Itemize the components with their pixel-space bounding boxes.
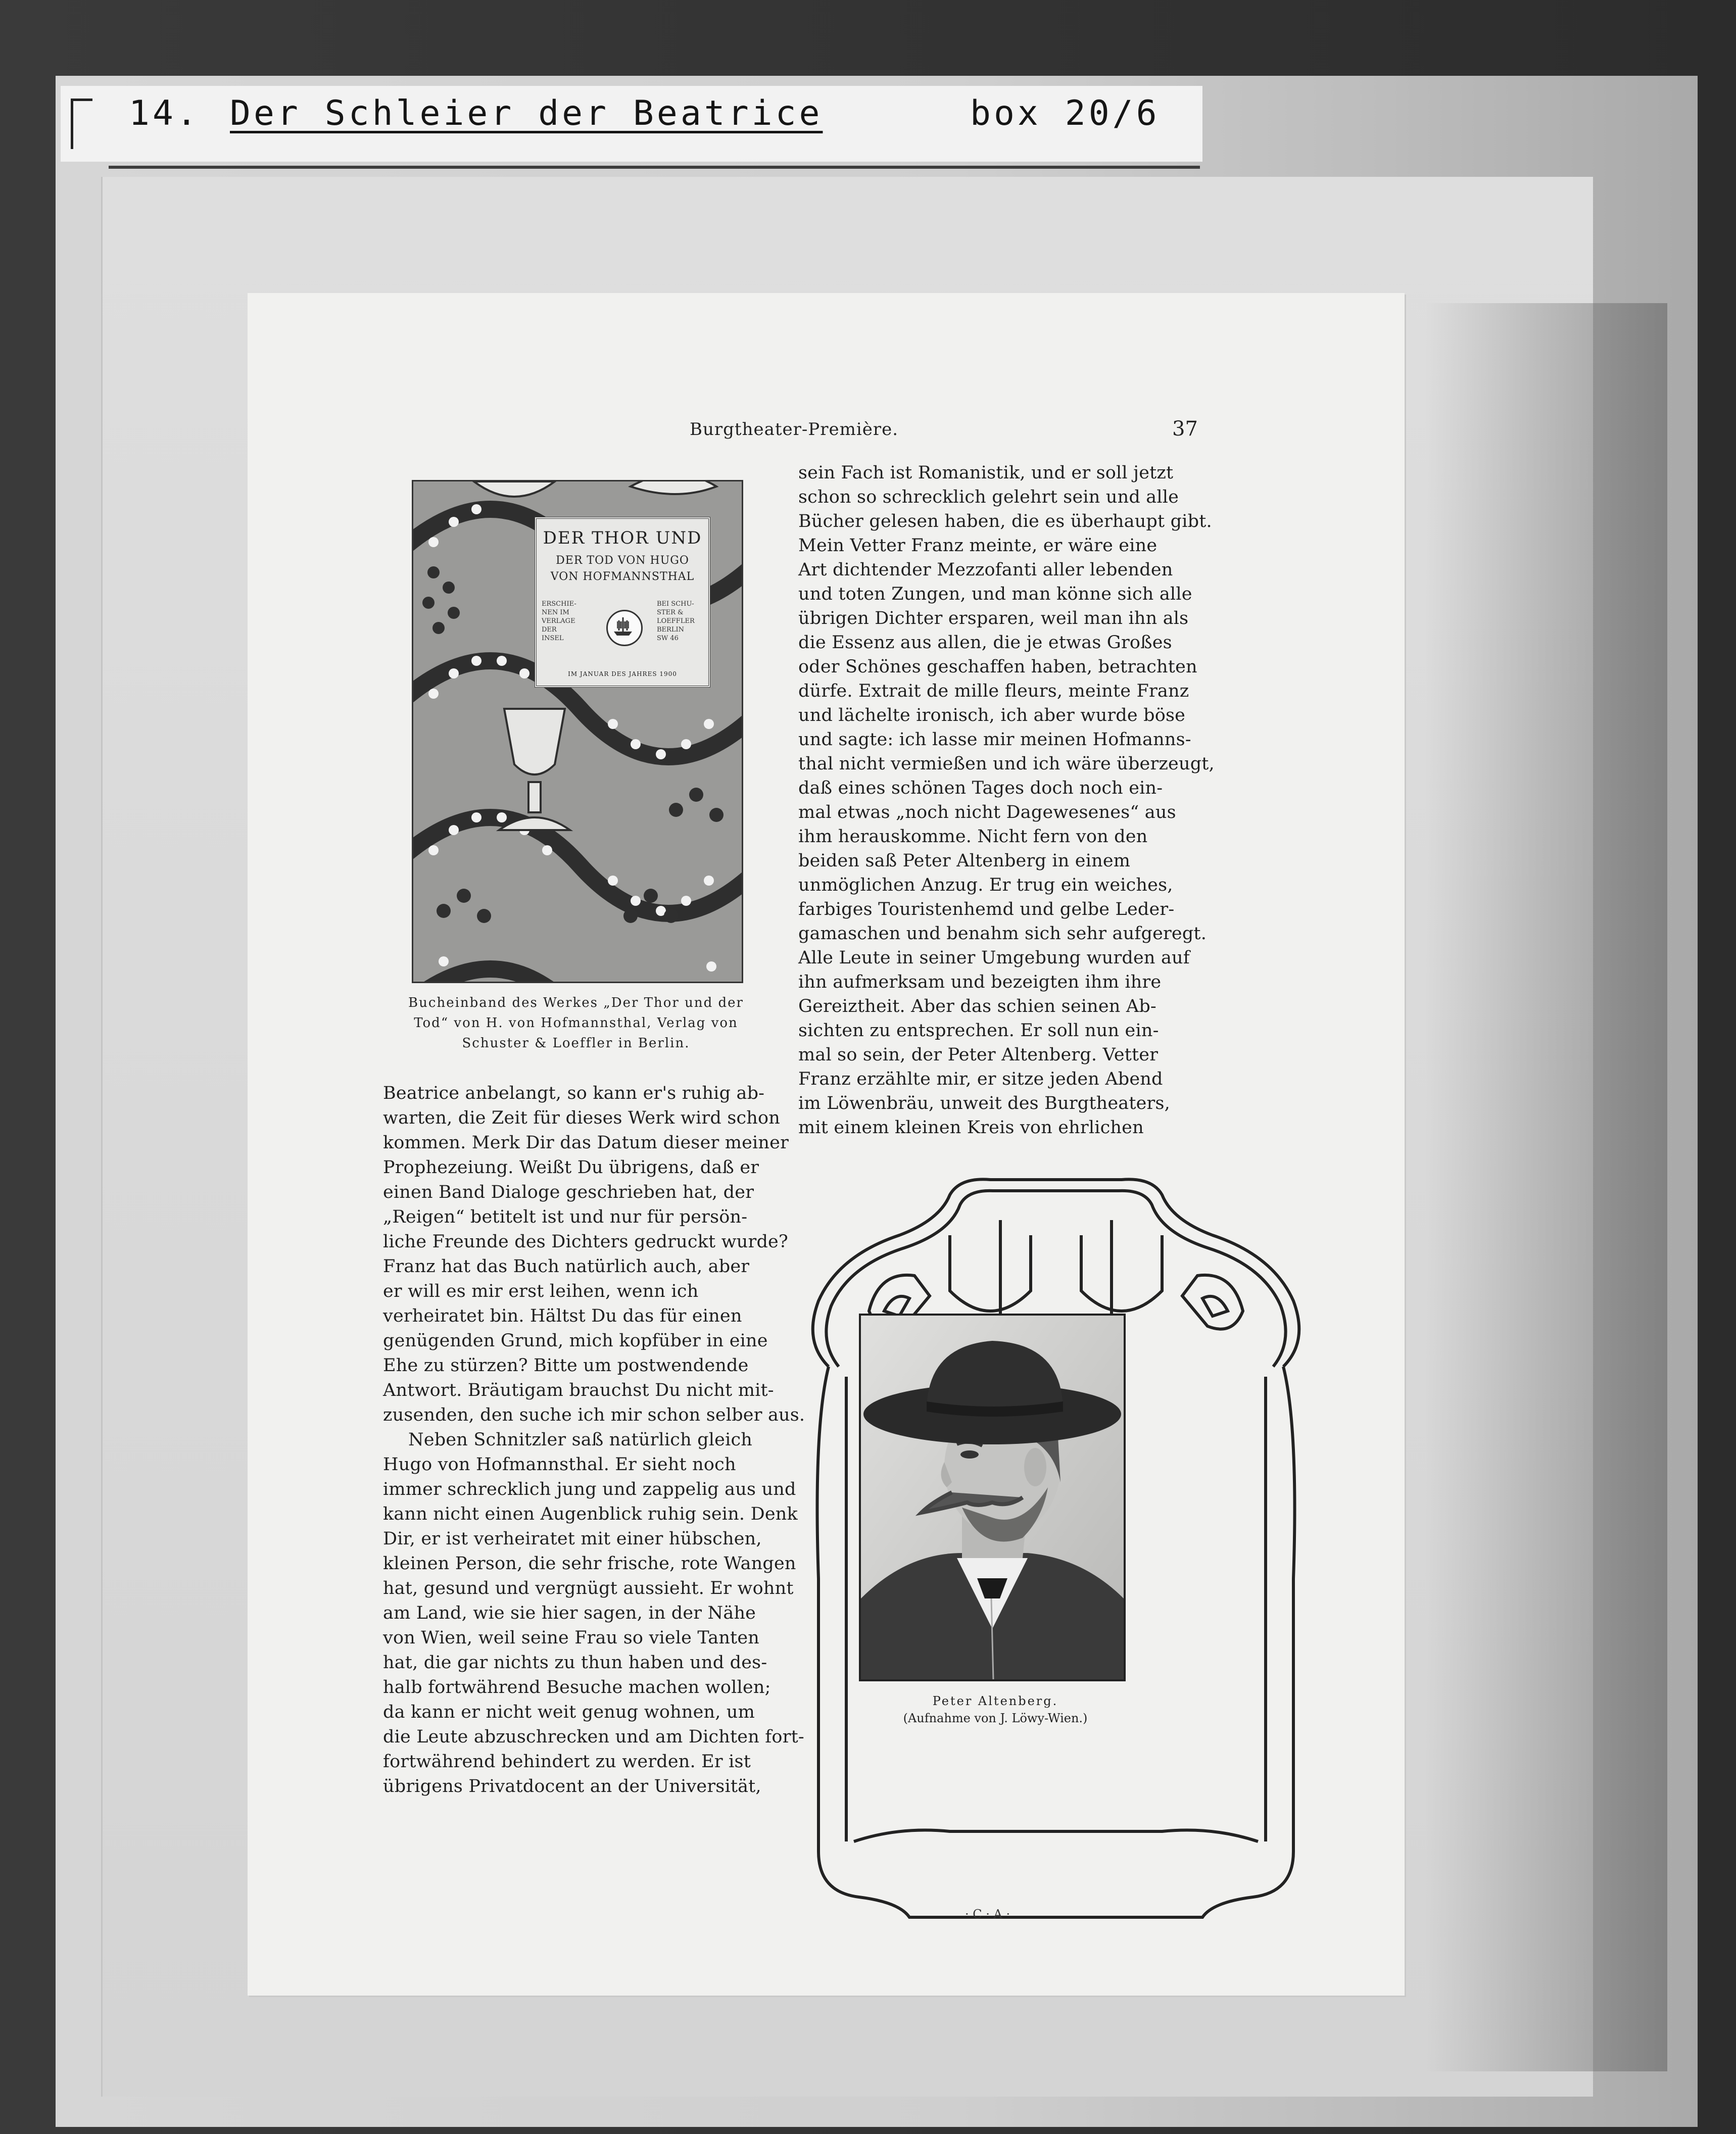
text-line: hat, gesund und vergnügt aussieht. Er wohnt xyxy=(383,1578,794,1598)
text-line: Franz erzählte mir, er sitze jeden Abend xyxy=(798,1069,1163,1089)
ship-emblem-icon xyxy=(606,610,643,646)
page-number: 37 xyxy=(1172,417,1198,441)
text-line: einen Band Dialoge geschrieben hat, der xyxy=(383,1182,754,1202)
cover-publisher-left: ERSCHIE- NEN IM VERLAGE DER INSEL xyxy=(542,600,576,642)
text-line: und toten Zungen, und man könne sich alle xyxy=(798,584,1192,604)
cover-title-line-2: DER TOD VON HUGO xyxy=(556,554,689,567)
text-line: thal nicht vermießen und ich wäre überzeugt, xyxy=(798,754,1215,774)
text-line: zusenden, den suche ich mir schon selber aus. xyxy=(383,1405,805,1425)
text-line: mal etwas „noch nicht Dagewesenes“ aus xyxy=(798,802,1176,822)
label-box-number: box 20/6 xyxy=(970,93,1160,133)
text-line: ihm herauskomme. Nicht fern von den xyxy=(798,827,1148,847)
text-line: Hugo von Hofmannsthal. Er sieht noch xyxy=(383,1454,736,1475)
text-line: übrigen Dichter ersparen, weil man ihn als xyxy=(798,608,1189,628)
text-line: übrigens Privatdocent an der Universität, xyxy=(383,1776,761,1797)
text-line: da kann er nicht weit genug wohnen, um xyxy=(383,1702,755,1722)
text-line: Antwort. Bräutigam brauchst Du nicht mit- xyxy=(383,1380,774,1400)
text-line: fortwährend behindert zu werden. Er ist xyxy=(383,1752,751,1772)
portrait-figure xyxy=(861,1316,1124,1679)
text-line: gamaschen und benahm sich sehr aufgeregt. xyxy=(798,924,1207,944)
text-line: von Wien, weil seine Frau so viele Tanten xyxy=(383,1628,759,1648)
label-title: Der Schleier der Beatrice xyxy=(230,93,823,133)
text-line: beiden saß Peter Altenberg in einem xyxy=(798,851,1131,871)
text-line: kleinen Person, die sehr frische, rote Wangen xyxy=(383,1554,796,1574)
text-line: hat, die gar nichts zu thun haben und des- xyxy=(383,1653,767,1673)
text-line: Franz hat das Buch natürlich auch, aber xyxy=(383,1256,750,1277)
text-line: sein Fach ist Romanistik, und er soll jetzt xyxy=(798,463,1174,483)
text-line: sichten zu entsprechen. Er soll nun ein- xyxy=(798,1021,1159,1041)
cover-caption-line: Tod“ von H. von Hofmannsthal, Verlag von xyxy=(414,1015,738,1031)
text-line: kommen. Merk Dir das Datum dieser meiner xyxy=(383,1133,789,1153)
text-line: dürfe. Extrait de mille fleurs, meinte Franz xyxy=(798,681,1189,701)
text-line: die Essenz aus allen, die je etwas Großes xyxy=(798,633,1172,653)
text-line: er will es mir erst leihen, wenn ich xyxy=(383,1281,699,1301)
text-line: liche Freunde des Dichters gedruckt wurde? xyxy=(383,1232,788,1252)
text-line: ihn aufmerksam und bezeigten ihm ihre xyxy=(798,972,1162,992)
label-corner-mark xyxy=(71,99,92,149)
cover-title-line-1: DER THOR UND xyxy=(543,528,702,548)
text-line: Gereiztheit. Aber das schien seinen Ab- xyxy=(798,996,1156,1016)
text-line: Alle Leute in seiner Umgebung wurden auf xyxy=(798,948,1190,968)
cover-title-panel xyxy=(535,517,710,688)
label-rule xyxy=(109,166,1200,169)
text-line: oder Schönes geschaffen haben, betrachten xyxy=(798,657,1197,677)
text-line: schon so schrecklich gelehrt sein und alle xyxy=(798,487,1179,507)
text-line: unmöglichen Anzug. Er trug ein weiches, xyxy=(798,875,1173,895)
text-line: genügenden Grund, mich kopfüber in eine xyxy=(383,1331,768,1351)
text-line: mit einem kleinen Kreis von ehrlichen xyxy=(798,1118,1144,1138)
text-line: die Leute abzuschrecken und am Dichten fort- xyxy=(383,1727,804,1747)
page-ornament: · C · A · xyxy=(965,1907,1010,1921)
board-shadow xyxy=(1425,303,1667,2071)
cover-publisher-right: BEI SCHU- STER & LOEFFLER BERLIN SW 46 xyxy=(657,600,695,642)
cover-caption-line: Schuster & Loeffler in Berlin. xyxy=(462,1036,690,1051)
text-line: mal so sein, der Peter Altenberg. Vetter xyxy=(798,1045,1159,1065)
text-line: warten, die Zeit für dieses Werk wird schon xyxy=(383,1108,781,1128)
text-line: kann nicht einen Augenblick ruhig sein. Denk xyxy=(383,1504,798,1524)
portrait-caption-name: Peter Altenberg. xyxy=(932,1694,1058,1708)
text-line: halb fortwährend Besuche machen wollen; xyxy=(383,1677,771,1698)
text-line: und lächelte ironisch, ich aber wurde böse xyxy=(798,705,1186,725)
text-line: Art dichtender Mezzofanti aller lebenden xyxy=(798,560,1173,580)
running-head: Burgtheater-Première. xyxy=(690,419,899,440)
cover-caption xyxy=(394,993,758,1053)
text-line: immer schrecklich jung und zappelig aus und xyxy=(383,1479,796,1499)
label-number: 14. xyxy=(129,93,200,133)
text-line: Prophezeiung. Weißt Du übrigens, daß er xyxy=(383,1157,759,1178)
text-line: verheiratet bin. Hältst Du das für einen xyxy=(383,1306,742,1326)
portrait-caption-credit: (Aufnahme von J. Löwy-Wien.) xyxy=(903,1711,1088,1725)
cover-date-line: IM JANUAR DES JAHRES 1900 xyxy=(568,670,677,677)
text-line: am Land, wie sie hier sagen, in der Nähe xyxy=(383,1603,756,1623)
text-line: Mein Vetter Franz meinte, er wäre eine xyxy=(798,536,1158,556)
ship-icon xyxy=(608,611,638,642)
text-line: farbiges Touristenhemd und gelbe Leder- xyxy=(798,899,1175,919)
text-line: daß eines schönen Tages doch noch ein- xyxy=(798,778,1163,798)
magazine-page xyxy=(248,293,1405,1996)
cover-caption-line: Bucheinband des Werkes „Der Thor und der xyxy=(408,995,744,1010)
portrait-caption xyxy=(818,1692,1172,1727)
portrait-photo xyxy=(859,1314,1126,1681)
text-line: Bücher gelesen haben, die es überhaupt gibt. xyxy=(798,511,1212,531)
text-line: Beatrice anbelangt, so kann er's ruhig ab- xyxy=(383,1083,765,1103)
book-cover-illustration xyxy=(412,480,743,983)
text-line: Dir, er ist verheiratet mit einer hübschen, xyxy=(383,1529,762,1549)
cover-title-line-3: VON HOFMANNSTHAL xyxy=(550,570,695,583)
text-line: und sagte: ich lasse mir meinen Hofmanns- xyxy=(798,730,1191,750)
text-line: im Löwenbräu, unweit des Burgtheaters, xyxy=(798,1093,1170,1113)
text-line: Ehe zu stürzen? Bitte um postwendende xyxy=(383,1355,749,1376)
text-line: „Reigen“ betitelt ist und nur für persön- xyxy=(383,1207,748,1227)
text-line: Neben Schnitzler saß natürlich gleich xyxy=(408,1430,753,1450)
